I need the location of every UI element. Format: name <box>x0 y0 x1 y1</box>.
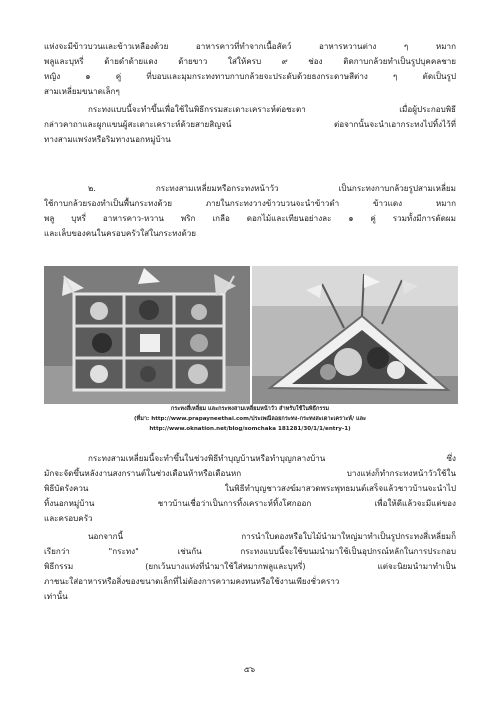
page-number: ๕๖ <box>243 665 256 674</box>
paragraph5-line: เท่านั้น <box>44 591 68 601</box>
paragraph4-line: กระทงสามเหลี่ยมนี้จะทำขึ้นในช่วงพิธีทำบุญบ้านหรือทำบุญกลางบ้าน ซึ่ง <box>88 453 456 463</box>
paragraph4-line: มักจะจัดขึ้นหลังงานสงกรานต์ในช่วงเดือนห้าหรือเดือนหก บางแห่งก็ทำกระทงหน้าวัวใช้ใน <box>44 468 456 478</box>
paragraph5-line: นอกจากนี้ การนำใบตองหรือใบไม้นำมาใหญ่มาทำเป็นรูปกระทงสี่เหลี่ยมก็ <box>88 531 456 541</box>
paragraph2-line: ทางสามแพร่งหรือริมทางนอกหมู่บ้าน <box>44 134 171 144</box>
paragraph2-line: กระทงแบบนี้จะทำขึ้นเพื่อใช้ในพิธีกรรมสะเดาะเคราะห์ต่อชะตา เมื่อผู้ประกอบพิธี <box>88 104 456 114</box>
paragraph5-line: พิธีกรรม (ยกเว้นบางแห่งที่นำมาใช้ใส่หมากพลูและบุหรี่) แต่จะนิยมนำมาทำเป็น <box>44 561 456 571</box>
paragraph3-line: ๒. กระทงสามเหลี่ยมหรือกระทงหน้าวัว เป็นกระทงกาบกล้วยรูปสามเหลี่ยม <box>88 183 456 193</box>
paragraph4-line: และครอบครัว <box>44 513 93 523</box>
paragraph1-line: สามเหลี่ยมขนาดเล็กๆ <box>44 86 120 96</box>
figure-source-url: http://www.oknation.net/blog/somchaka 181281/30/1/1/entry-1) <box>149 426 351 432</box>
paragraph1-line: พลูและบุหรี่ ด้ายดำด้ายแดง ด้ายขาว ใส่ให้ครบ ๙ ช่อง ติดกาบกล้วยทำเป็นรูปบุคคลชาย <box>44 56 456 66</box>
paragraph4-line: ทิ้งนอกหมู่บ้าน ชาวบ้านเชื่อว่าเป็นการทิ้งเคราะห์ทิ้งโศกออก เพื่อให้ดีแล้วจะมีแต่ของ <box>44 498 456 508</box>
paragraph3-line: พลู บุหรี่ อาหารคาว-หวาน พริก เกลือ ดอกไม้และเทียนอย่างละ ๑ คู่ รวมทั้งมีการตัดผม <box>44 213 456 223</box>
paragraph5-line: ภาชนะใส่อาหารหรือสิ่งของขนาดเล็กที่ไม่ต้องการความคงทนหรือใช้งานเพียงชั่วคราว <box>44 576 340 586</box>
paragraph3-line: และเล็บของคนในครอบครัวใส่ในกระทงด้วย <box>44 228 197 238</box>
figure-source: (ที่มา: http://www.prapayneethai.com/ประเพณีลอยกระทง-กระทงสะเดาะเคราะห์/ และ <box>133 416 367 422</box>
paragraph5-line: เรียกว่า "กระทง" เช่นกัน กระทงแบบนี้จะใช้ขนมนำมาใช้เป็นอุปกรณ์หลักในการประกอบ <box>44 546 456 556</box>
photo-triangle-krathong <box>252 266 458 404</box>
paragraph1-line: แห่งจะมีข้าวบวนและข้าวเหลืองด้วย อาหารคาวที่ทำจากเนื้อสัตว์ อาหารหวานต่าง ๆ หมาก <box>44 41 456 51</box>
photo-square-krathong <box>44 266 250 404</box>
paragraph2-line: กล่าวคาถาและผูกแขนผู้สะเดาะเคราะห์ด้วยสายสิญจน์ ต่อจากนั้นจะนำเอากระทงไปทิ้งไว้ที่ <box>44 119 456 129</box>
figure-caption: กระทงสี่เหลี่ยม และกระทงสามเหลี่ยมหน้าวัว สำหรับใช้ในพิธีกรรม <box>170 406 330 412</box>
paragraph4-line: พิธีบัดรังควน ในพิธีทำบุญชาวสงฆ์มาสวดพระพุทธมนต์เสร็จแล้วชาวบ้านจะนำไป <box>44 483 456 493</box>
paragraph1-line: หญิง ๑ คู่ ที่บอบและมุมกระทงทาบกาบกล้วยจะประดับด้วยธงกระดาษสีต่าง ๆ ตัดเป็นรูป <box>44 71 456 81</box>
paragraph3-line: ใช้กาบกล้วยรองทำเป็นพื้นกระทงด้วย ภายในกระทงวางข้าวบวนจะนำข้าวดำ ข้าวแดง หมาก <box>44 198 456 208</box>
